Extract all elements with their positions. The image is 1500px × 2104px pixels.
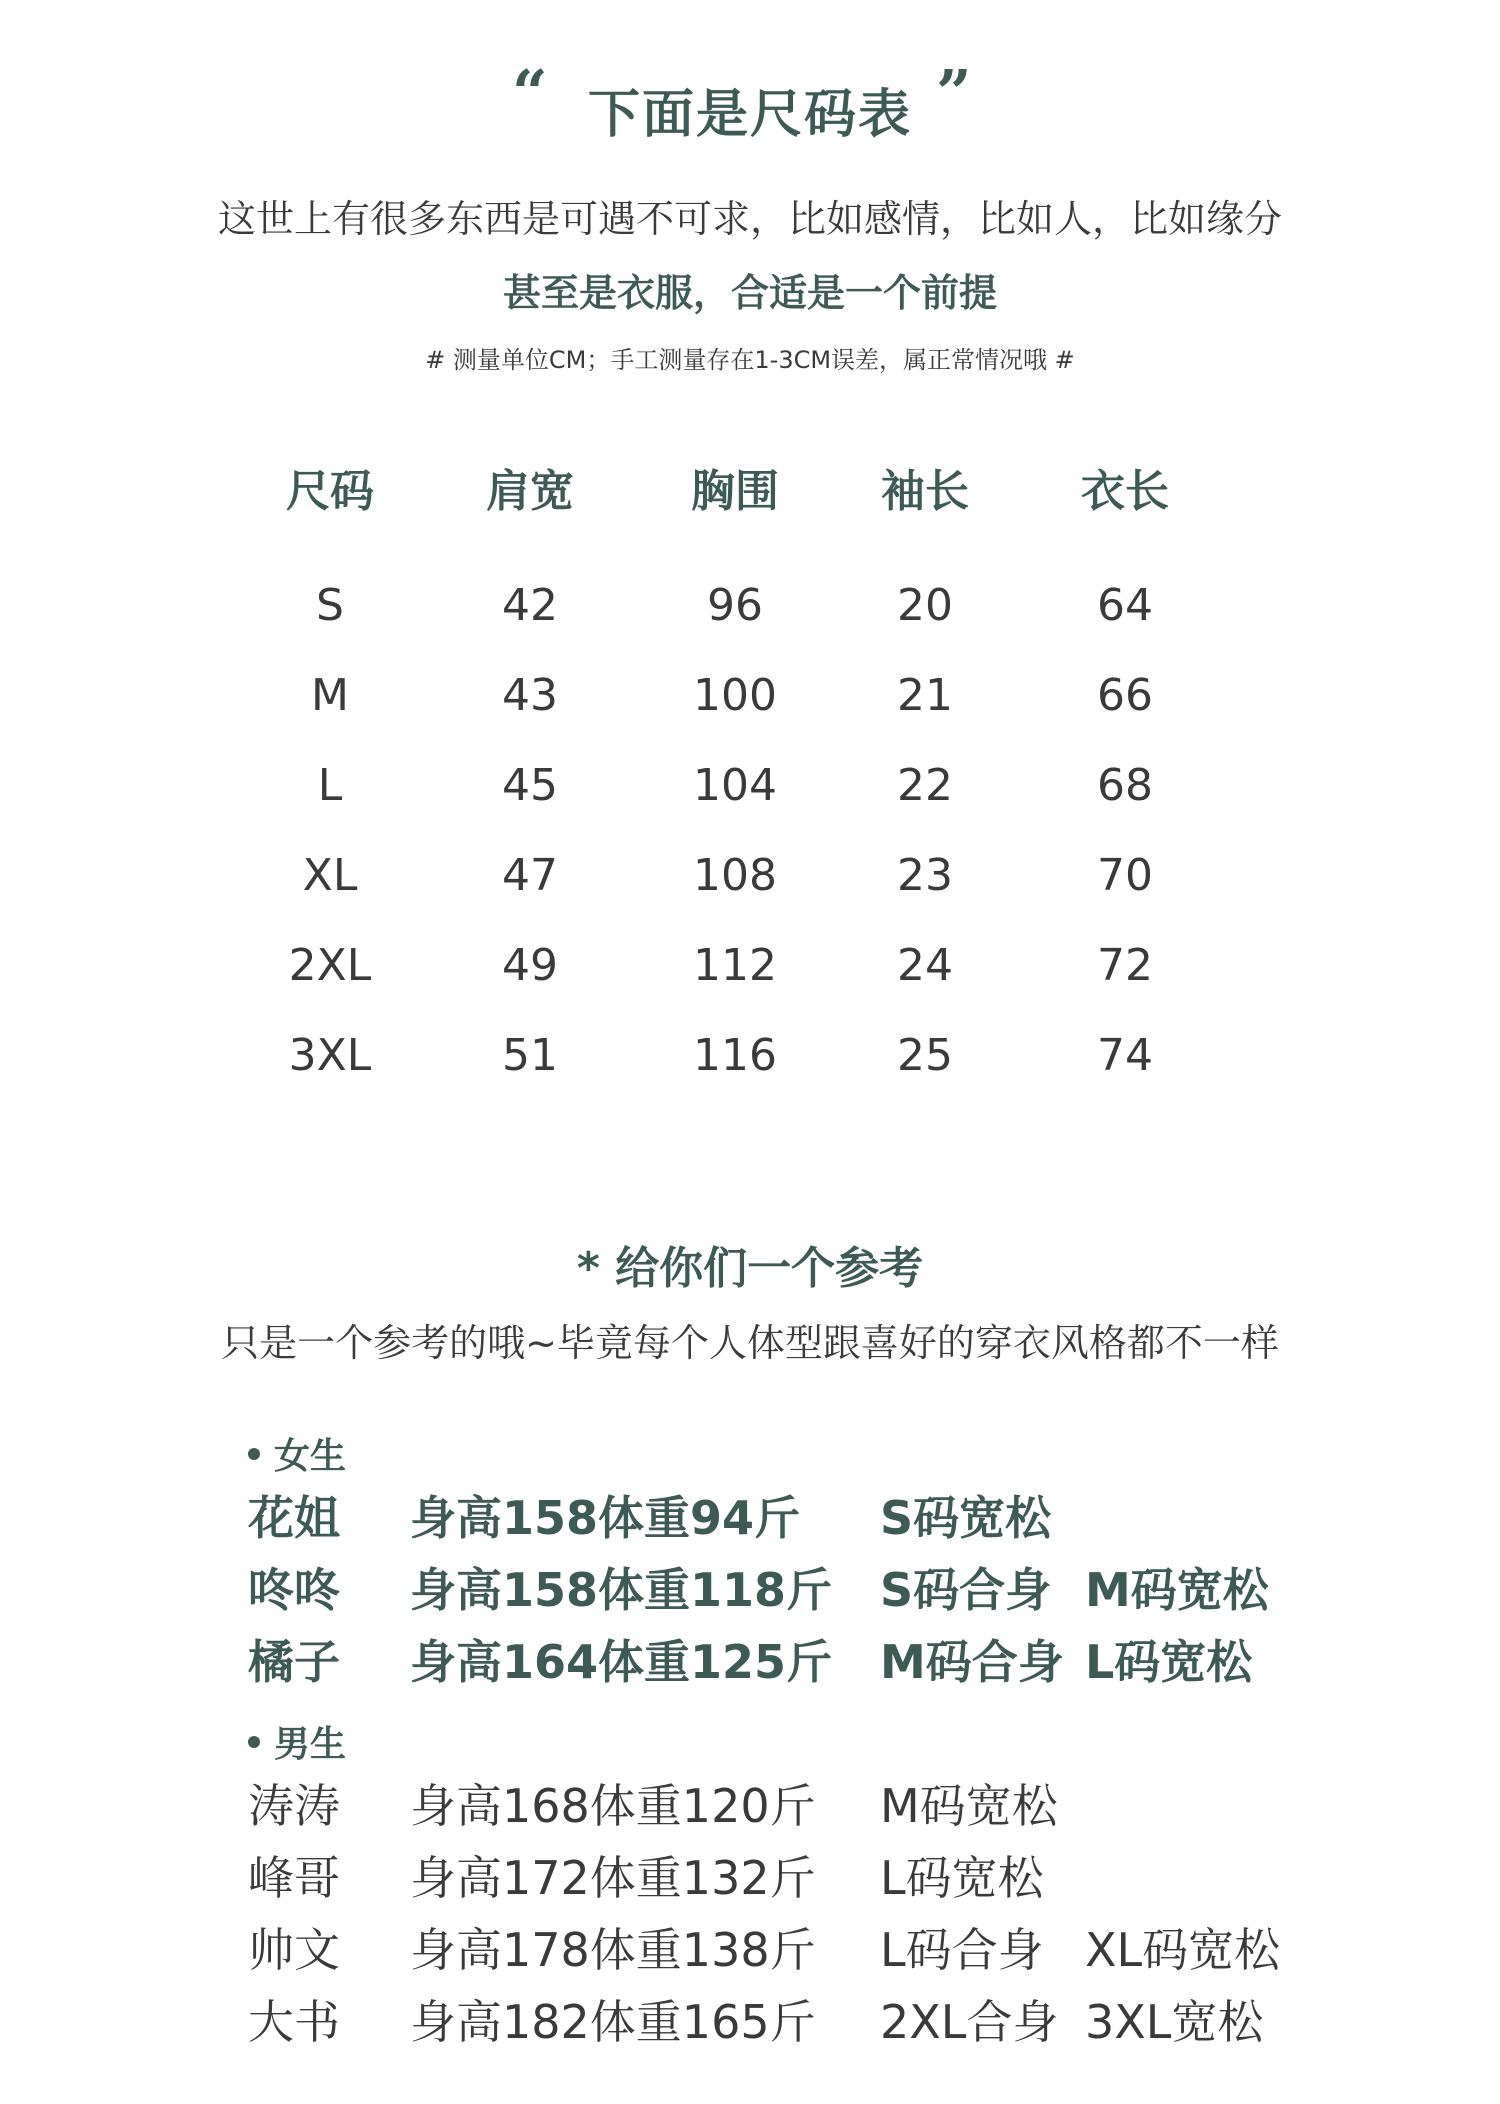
table-row [240, 940, 1240, 1030]
size-fit-secondary: 3XL宽松 [1085, 1995, 1264, 2049]
header-cell-sleeve: 袖长 [881, 466, 969, 517]
emphasis-text: 甚至是衣服，合适是一个前提 [502, 271, 997, 315]
header-cell-length: 衣长 [1081, 466, 1169, 517]
size-fit-secondary: M码宽松 [1085, 1563, 1269, 1617]
table-cell: 108 [693, 850, 777, 901]
table-row [240, 670, 1240, 760]
title-row [0, 56, 1500, 150]
bullet-dot-icon [248, 1448, 260, 1460]
size-fit-secondary: XL码宽松 [1085, 1923, 1281, 1977]
size-fit-primary: M码宽松 [880, 1779, 1058, 1833]
list-item [0, 1482, 1500, 1546]
table-row [240, 760, 1240, 850]
list-item [0, 1842, 1500, 1906]
person-name: 咚咚 [248, 1563, 340, 1617]
person-name: 花姐 [248, 1491, 340, 1545]
list-item [0, 1554, 1500, 1618]
male-label-text: 男生 [274, 1724, 347, 1765]
table-cell: XL [302, 850, 358, 901]
list-item [0, 1986, 1500, 2050]
header-cell-size: 尺码 [286, 466, 374, 517]
page-title: 下面是尺码表 [587, 85, 912, 145]
table-cell: 51 [502, 1030, 558, 1081]
table-cell: S [316, 580, 344, 631]
size-fit-primary: L码合身 [880, 1923, 1044, 1977]
list-item [0, 1770, 1500, 1834]
size-fit-primary: 2XL合身 [880, 1995, 1059, 2049]
person-body: 身高164体重125斤 [410, 1635, 833, 1689]
person-name: 橘子 [248, 1635, 340, 1689]
table-row [240, 850, 1240, 940]
size-fit-secondary: L码宽松 [1085, 1635, 1253, 1689]
reference-description: 只是一个参考的哦~毕竟每个人体型跟喜好的穿衣风格都不一样 [221, 1321, 1279, 1365]
person-name: 涛涛 [248, 1779, 340, 1833]
table-cell: 21 [897, 670, 953, 721]
header-cell-shoulder: 肩宽 [486, 466, 574, 517]
header-cell-chest: 胸围 [691, 466, 779, 517]
list-item [0, 1914, 1500, 1978]
table-cell: 20 [897, 580, 953, 631]
table-cell: 70 [1097, 850, 1153, 901]
open-quote: “ [512, 56, 548, 129]
size-table-header [240, 455, 1240, 580]
person-body: 身高172体重132斤 [410, 1851, 816, 1905]
table-cell: 24 [897, 940, 953, 991]
table-cell: M [311, 670, 349, 721]
bullet-dot-icon [248, 1736, 260, 1748]
list-item [0, 1626, 1500, 1690]
table-cell: 47 [502, 850, 558, 901]
person-name: 帅文 [248, 1923, 340, 1977]
table-cell: 96 [707, 580, 763, 631]
person-body: 身高158体重118斤 [410, 1563, 833, 1617]
table-cell: 74 [1097, 1030, 1153, 1081]
size-fit-primary: S码合身 [880, 1563, 1052, 1617]
table-row [240, 1030, 1240, 1120]
table-cell: 112 [693, 940, 777, 991]
reference-title: * 给你们一个参考 [576, 1243, 924, 1294]
table-cell: 68 [1097, 760, 1153, 811]
person-body: 身高158体重94斤 [410, 1491, 801, 1545]
table-cell: 66 [1097, 670, 1153, 721]
table-cell: 104 [693, 760, 777, 811]
female-label-text: 女生 [274, 1436, 347, 1477]
table-cell: 43 [502, 670, 558, 721]
female-group-label [248, 1428, 346, 1479]
size-table [240, 455, 1240, 1120]
table-cell: 100 [693, 670, 777, 721]
size-fit-primary: L码宽松 [880, 1851, 1044, 1905]
table-cell: L [317, 760, 343, 811]
table-cell: 22 [897, 760, 953, 811]
table-cell: 2XL [288, 940, 372, 991]
table-cell: 45 [502, 760, 558, 811]
table-cell: 42 [502, 580, 558, 631]
table-cell: 64 [1097, 580, 1153, 631]
table-cell: 72 [1097, 940, 1153, 991]
table-cell: 25 [897, 1030, 953, 1081]
close-quote: ” [936, 56, 972, 129]
table-cell: 49 [502, 940, 558, 991]
person-name: 峰哥 [248, 1851, 340, 1905]
table-cell: 116 [693, 1030, 777, 1081]
person-name: 大书 [248, 1995, 340, 2049]
table-row [240, 580, 1240, 670]
intro-text: 这世上有很多东西是可遇不可求，比如感情，比如人，比如缘分 [217, 197, 1282, 241]
person-body: 身高178体重138斤 [410, 1923, 816, 1977]
person-body: 身高168体重120斤 [410, 1779, 816, 1833]
size-fit-primary: S码宽松 [880, 1491, 1052, 1545]
measurement-note: # 测量单位CM；手工测量存在1-3CM误差，属正常情况哦 # [425, 346, 1075, 374]
person-body: 身高182体重165斤 [410, 1995, 816, 2049]
table-cell: 23 [897, 850, 953, 901]
table-cell: 3XL [288, 1030, 372, 1081]
male-group-label [248, 1716, 346, 1767]
size-fit-primary: M码合身 [880, 1635, 1064, 1689]
